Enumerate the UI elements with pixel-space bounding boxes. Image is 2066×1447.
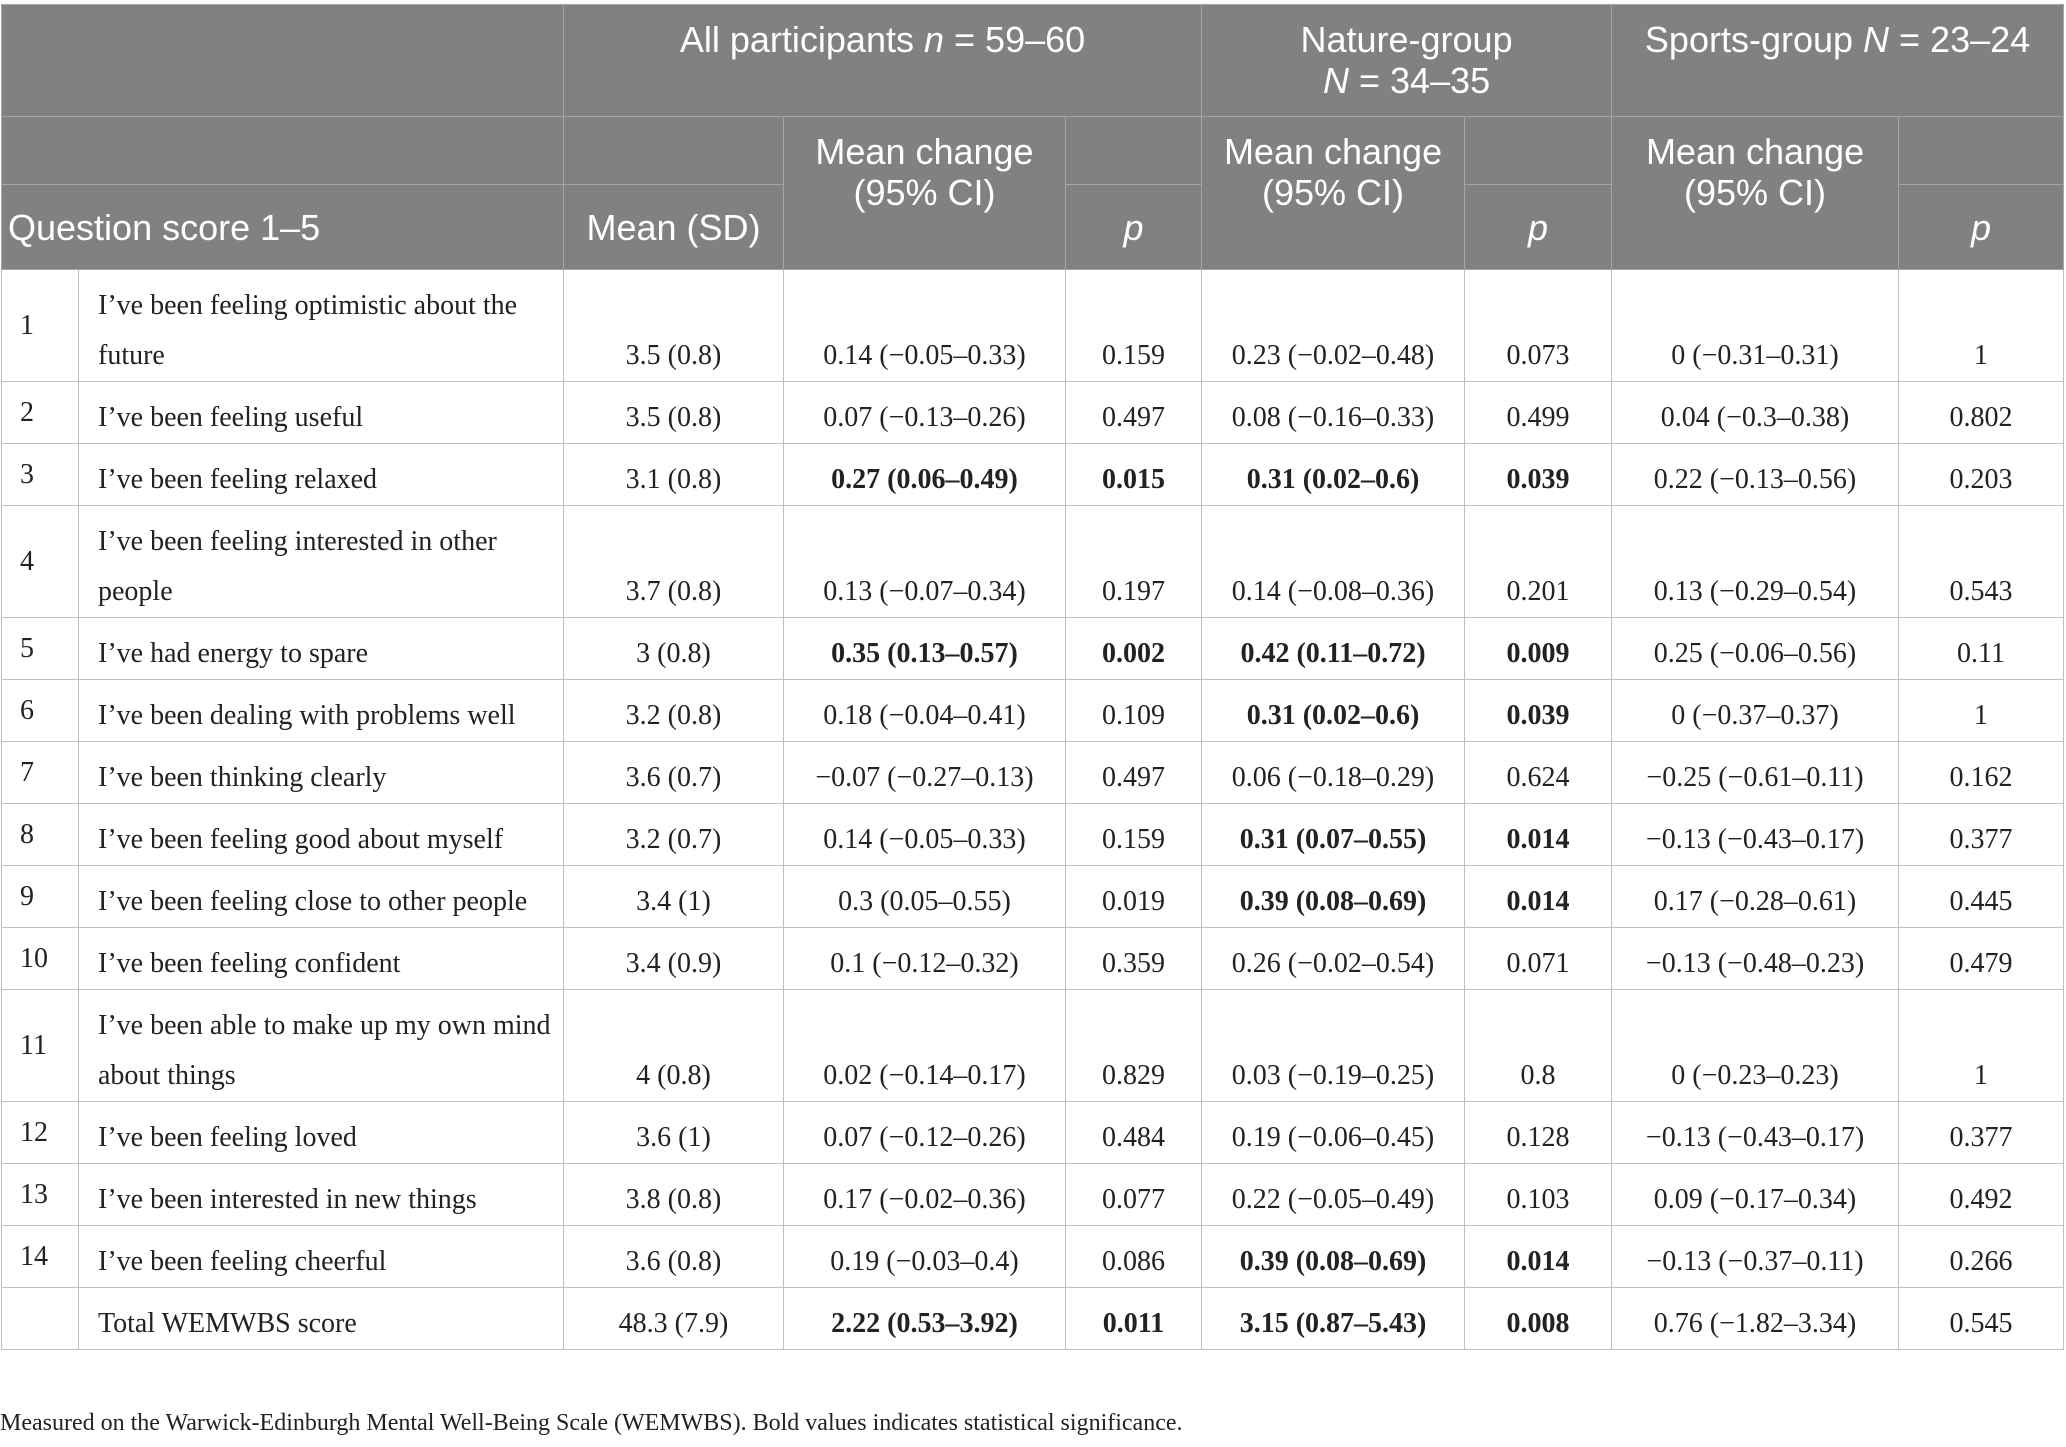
sports-p-value: 1 xyxy=(1899,990,2064,1102)
sports-p-value: 0.377 xyxy=(1899,804,2064,866)
all-p-value: 0.015 xyxy=(1066,444,1202,506)
question-text: I’ve been feeling good about myself xyxy=(79,804,564,866)
all-p-value: 0.497 xyxy=(1066,742,1202,804)
all-p-value: 0.077 xyxy=(1066,1164,1202,1226)
question-text: I’ve been feeling loved xyxy=(79,1102,564,1164)
nature-p-value: 0.014 xyxy=(1465,1226,1612,1288)
all-mean-change-value: 0.17 (−0.02–0.36) xyxy=(784,1164,1066,1226)
sports-mean-change-value: 0.76 (−1.82–3.34) xyxy=(1612,1288,1899,1350)
mean-sd-value: 3.4 (1) xyxy=(564,866,784,928)
all-mean-change-value: 2.22 (0.53–3.92) xyxy=(784,1288,1066,1350)
all-p-value: 0.197 xyxy=(1066,506,1202,618)
table-row xyxy=(2,866,2064,928)
nature-p-value: 0.014 xyxy=(1465,866,1612,928)
all-p-value: 0.002 xyxy=(1066,618,1202,680)
table-row xyxy=(2,990,2064,1102)
question-text: I’ve been feeling close to other people xyxy=(79,866,564,928)
header-all-mean-change: Mean change (95% CI) xyxy=(784,117,1066,270)
row-number: 2 xyxy=(2,382,79,444)
table-row xyxy=(2,1288,2064,1350)
header-nature-mean-change: Mean change (95% CI) xyxy=(1202,117,1465,270)
question-text: I’ve been feeling cheerful xyxy=(79,1226,564,1288)
sports-mean-change-value: 0 (−0.23–0.23) xyxy=(1612,990,1899,1102)
sports-mean-change-value: 0.04 (−0.3–0.38) xyxy=(1612,382,1899,444)
sports-mean-change-value: 0.09 (−0.17–0.34) xyxy=(1612,1164,1899,1226)
all-mean-change-value: 0.35 (0.13–0.57) xyxy=(784,618,1066,680)
question-text: I’ve been thinking clearly xyxy=(79,742,564,804)
sports-p-value: 1 xyxy=(1899,680,2064,742)
sports-mean-change-value: −0.13 (−0.48–0.23) xyxy=(1612,928,1899,990)
mean-sd-value: 3.6 (0.7) xyxy=(564,742,784,804)
mean-sd-value: 3 (0.8) xyxy=(564,618,784,680)
row-number: 6 xyxy=(2,680,79,742)
nature-mean-change-value: 0.42 (0.11–0.72) xyxy=(1202,618,1465,680)
header-blank-cell xyxy=(2,117,564,185)
all-mean-change-value: 0.1 (−0.12–0.32) xyxy=(784,928,1066,990)
all-mean-change-value: 0.14 (−0.05–0.33) xyxy=(784,270,1066,382)
row-number: 10 xyxy=(2,928,79,990)
sports-p-value: 0.802 xyxy=(1899,382,2064,444)
question-text: I’ve been able to make up my own mind about things xyxy=(79,990,564,1102)
all-p-value: 0.484 xyxy=(1066,1102,1202,1164)
nature-p-value: 0.499 xyxy=(1465,382,1612,444)
table-row xyxy=(2,1226,2064,1288)
nature-mean-change-value: 3.15 (0.87–5.43) xyxy=(1202,1288,1465,1350)
header-nature-p: p xyxy=(1465,185,1612,270)
all-p-value: 0.829 xyxy=(1066,990,1202,1102)
question-text: I’ve been feeling interested in other people xyxy=(79,506,564,618)
table-body xyxy=(2,270,2064,1350)
table-row xyxy=(2,1102,2064,1164)
header-row-sub xyxy=(2,117,2064,185)
sports-p-value: 0.492 xyxy=(1899,1164,2064,1226)
all-p-value: 0.359 xyxy=(1066,928,1202,990)
all-p-value: 0.159 xyxy=(1066,270,1202,382)
all-mean-change-value: 0.3 (0.05–0.55) xyxy=(784,866,1066,928)
all-p-value: 0.011 xyxy=(1066,1288,1202,1350)
nature-p-value: 0.073 xyxy=(1465,270,1612,382)
sports-mean-change-value: 0 (−0.31–0.31) xyxy=(1612,270,1899,382)
all-p-value: 0.497 xyxy=(1066,382,1202,444)
nature-p-value: 0.014 xyxy=(1465,804,1612,866)
mean-sd-value: 3.5 (0.8) xyxy=(564,382,784,444)
sports-mean-change-value: 0.22 (−0.13–0.56) xyxy=(1612,444,1899,506)
nature-mean-change-value: 0.31 (0.07–0.55) xyxy=(1202,804,1465,866)
nature-p-value: 0.009 xyxy=(1465,618,1612,680)
table-row xyxy=(2,618,2064,680)
mean-sd-value: 4 (0.8) xyxy=(564,990,784,1102)
sports-p-value: 0.203 xyxy=(1899,444,2064,506)
nature-mean-change-value: 0.06 (−0.18–0.29) xyxy=(1202,742,1465,804)
question-text: I’ve been dealing with problems well xyxy=(79,680,564,742)
mean-sd-value: 3.5 (0.8) xyxy=(564,270,784,382)
row-number: 14 xyxy=(2,1226,79,1288)
row-number: 5 xyxy=(2,618,79,680)
table-row xyxy=(2,270,2064,382)
all-mean-change-value: 0.18 (−0.04–0.41) xyxy=(784,680,1066,742)
question-text: I’ve had energy to spare xyxy=(79,618,564,680)
nature-mean-change-value: 0.39 (0.08–0.69) xyxy=(1202,866,1465,928)
nature-p-value: 0.624 xyxy=(1465,742,1612,804)
table-row xyxy=(2,444,2064,506)
sports-mean-change-value: 0 (−0.37–0.37) xyxy=(1612,680,1899,742)
nature-mean-change-value: 0.23 (−0.02–0.48) xyxy=(1202,270,1465,382)
sports-mean-change-value: 0.13 (−0.29–0.54) xyxy=(1612,506,1899,618)
row-number: 4 xyxy=(2,506,79,618)
table-row xyxy=(2,804,2064,866)
nature-p-value: 0.201 xyxy=(1465,506,1612,618)
all-p-value: 0.159 xyxy=(1066,804,1202,866)
row-number: 3 xyxy=(2,444,79,506)
sports-p-value: 1 xyxy=(1899,270,2064,382)
header-blank-cell xyxy=(1899,117,2064,185)
row-number: 13 xyxy=(2,1164,79,1226)
mean-sd-value: 3.8 (0.8) xyxy=(564,1164,784,1226)
header-sports-p: p xyxy=(1899,185,2064,270)
table-row xyxy=(2,1164,2064,1226)
table-row xyxy=(2,742,2064,804)
nature-mean-change-value: 0.31 (0.02–0.6) xyxy=(1202,680,1465,742)
all-mean-change-value: 0.14 (−0.05–0.33) xyxy=(784,804,1066,866)
question-text: Total WEMWBS score xyxy=(79,1288,564,1350)
sports-p-value: 0.377 xyxy=(1899,1102,2064,1164)
wemwbs-results-table xyxy=(1,4,2064,1350)
nature-p-value: 0.039 xyxy=(1465,680,1612,742)
sports-mean-change-value: 0.25 (−0.06–0.56) xyxy=(1612,618,1899,680)
nature-p-value: 0.071 xyxy=(1465,928,1612,990)
sports-mean-change-value: −0.25 (−0.61–0.11) xyxy=(1612,742,1899,804)
header-sports-mean-change: Mean change (95% CI) xyxy=(1612,117,1899,270)
sports-p-value: 0.445 xyxy=(1899,866,2064,928)
header-sports-group: Sports-group N = 23–24 xyxy=(1612,5,2064,117)
header-blank-cell xyxy=(564,117,784,185)
header-question-score: Question score 1–5 xyxy=(2,185,564,270)
all-mean-change-value: 0.19 (−0.03–0.4) xyxy=(784,1226,1066,1288)
mean-sd-value: 48.3 (7.9) xyxy=(564,1288,784,1350)
row-number: 9 xyxy=(2,866,79,928)
header-all-p: p xyxy=(1066,185,1202,270)
header-blank-cell xyxy=(1066,117,1202,185)
nature-p-value: 0.008 xyxy=(1465,1288,1612,1350)
table-row xyxy=(2,680,2064,742)
nature-mean-change-value: 0.19 (−0.06–0.45) xyxy=(1202,1102,1465,1164)
header-blank-cell xyxy=(1465,117,1612,185)
header-all-participants: All participants n = 59–60 xyxy=(564,5,1202,117)
sports-mean-change-value: −0.13 (−0.43–0.17) xyxy=(1612,804,1899,866)
nature-p-value: 0.8 xyxy=(1465,990,1612,1102)
all-mean-change-value: 0.13 (−0.07–0.34) xyxy=(784,506,1066,618)
table-footnote: Measured on the Warwick-Edinburgh Mental Well-Being Scale (WEMWBS). Bold values indicates statistical significance. xyxy=(0,1410,1183,1436)
row-number: 1 xyxy=(2,270,79,382)
nature-p-value: 0.128 xyxy=(1465,1102,1612,1164)
row-number: 11 xyxy=(2,990,79,1102)
row-number xyxy=(2,1288,79,1350)
question-text: I’ve been feeling relaxed xyxy=(79,444,564,506)
nature-mean-change-value: 0.08 (−0.16–0.33) xyxy=(1202,382,1465,444)
sports-mean-change-value: 0.17 (−0.28–0.61) xyxy=(1612,866,1899,928)
sports-p-value: 0.266 xyxy=(1899,1226,2064,1288)
question-text: I’ve been feeling optimistic about the future xyxy=(79,270,564,382)
row-number: 12 xyxy=(2,1102,79,1164)
nature-p-value: 0.103 xyxy=(1465,1164,1612,1226)
table-row xyxy=(2,382,2064,444)
sports-p-value: 0.162 xyxy=(1899,742,2064,804)
mean-sd-value: 3.4 (0.9) xyxy=(564,928,784,990)
sports-p-value: 0.543 xyxy=(1899,506,2064,618)
nature-mean-change-value: 0.31 (0.02–0.6) xyxy=(1202,444,1465,506)
mean-sd-value: 3.2 (0.7) xyxy=(564,804,784,866)
question-text: I’ve been interested in new things xyxy=(79,1164,564,1226)
row-number: 7 xyxy=(2,742,79,804)
mean-sd-value: 3.6 (0.8) xyxy=(564,1226,784,1288)
header-row-groups xyxy=(2,5,2064,117)
table-row xyxy=(2,506,2064,618)
all-p-value: 0.086 xyxy=(1066,1226,1202,1288)
header-mean-sd: Mean (SD) xyxy=(564,185,784,270)
sports-mean-change-value: −0.13 (−0.37–0.11) xyxy=(1612,1226,1899,1288)
all-mean-change-value: 0.07 (−0.12–0.26) xyxy=(784,1102,1066,1164)
nature-mean-change-value: 0.26 (−0.02–0.54) xyxy=(1202,928,1465,990)
question-text: I’ve been feeling useful xyxy=(79,382,564,444)
all-mean-change-value: 0.07 (−0.13–0.26) xyxy=(784,382,1066,444)
mean-sd-value: 3.7 (0.8) xyxy=(564,506,784,618)
all-mean-change-value: −0.07 (−0.27–0.13) xyxy=(784,742,1066,804)
question-text: I’ve been feeling confident xyxy=(79,928,564,990)
sports-p-value: 0.479 xyxy=(1899,928,2064,990)
sports-p-value: 0.545 xyxy=(1899,1288,2064,1350)
mean-sd-value: 3.1 (0.8) xyxy=(564,444,784,506)
table-row xyxy=(2,928,2064,990)
all-p-value: 0.019 xyxy=(1066,866,1202,928)
mean-sd-value: 3.2 (0.8) xyxy=(564,680,784,742)
all-mean-change-value: 0.27 (0.06–0.49) xyxy=(784,444,1066,506)
nature-mean-change-value: 0.39 (0.08–0.69) xyxy=(1202,1226,1465,1288)
all-mean-change-value: 0.02 (−0.14–0.17) xyxy=(784,990,1066,1102)
nature-mean-change-value: 0.22 (−0.05–0.49) xyxy=(1202,1164,1465,1226)
all-p-value: 0.109 xyxy=(1066,680,1202,742)
row-number: 8 xyxy=(2,804,79,866)
sports-mean-change-value: −0.13 (−0.43–0.17) xyxy=(1612,1102,1899,1164)
header-nature-group: Nature-group N = 34–35 xyxy=(1202,5,1612,117)
nature-p-value: 0.039 xyxy=(1465,444,1612,506)
sports-p-value: 0.11 xyxy=(1899,618,2064,680)
nature-mean-change-value: 0.03 (−0.19–0.25) xyxy=(1202,990,1465,1102)
mean-sd-value: 3.6 (1) xyxy=(564,1102,784,1164)
header-blank-cell xyxy=(2,5,564,117)
nature-mean-change-value: 0.14 (−0.08–0.36) xyxy=(1202,506,1465,618)
